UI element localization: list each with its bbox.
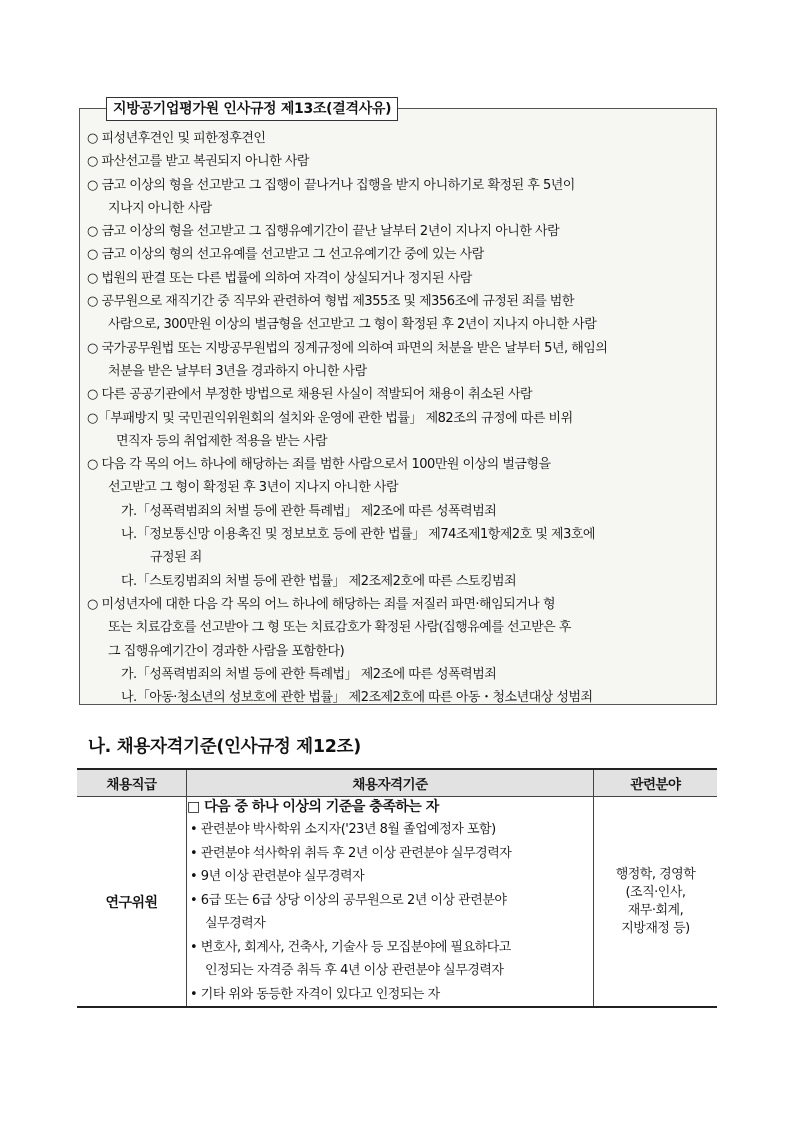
list-item-continuation: 지나지 아니한 사람 [108,200,212,216]
list-item: ○ 공무원으로 재직기간 중 직무와 관련하여 형법 제355조 및 제356조에 규정된 죄를 범한 [87,294,574,310]
list-item: ○ 금고 이상의 형을 선고받고 그 집행유예기간이 끝난 날부터 2년이 지나지 아니한 사람 [87,224,560,240]
list-item: ○ 피성년후견인 및 피한정후견인 [87,131,266,146]
header-position: 채용직급 [77,769,187,797]
list-item: ○ 금고 이상의 형의 선고유예를 선고받고 그 선고유예기간 중에 있는 사람 [87,247,484,263]
cell-position: 연구위원 [77,797,187,1008]
list-item-continuation: 처분을 받은 날부터 3년을 경과하지 아니한 사람 [108,363,367,379]
criteria-item-continuation: 인정되는 자격증 취득 후 4년 이상 관련분야 실무경력자 [205,963,504,978]
list-item-continuation: 또는 치료감호를 선고받아 그 형 또는 치료감호가 확정된 사람(집행유예를 선고받은 후 [108,620,571,636]
box-title: 지방공기업평가원 인사규정 제13조(결격사유) [106,97,398,121]
list-item: ○「부패방지 및 국민권익위원회의 설치와 운영에 관한 법률」 제82조의 규정에 따른 비위 [87,410,573,426]
qualification-table [77,768,717,1008]
cell-related [594,797,718,1008]
header-related: 관련분야 [594,769,718,797]
list-item-continuation: 선고받고 그 형이 확정된 후 3년이 지나지 아니한 사람 [108,480,399,496]
list-item: ○ 다른 공공기관에서 부정한 방법으로 채용된 사실이 적발되어 채용이 취소된 사람 [87,387,533,403]
list-item-continuation: 그 집행유예기간이 경과한 사람을 포함한다) [108,643,345,659]
sub-item: 가.「성폭력범죄의 처벌 등에 관한 특례법」 제2조에 따른 성폭력범죄 [121,666,497,682]
header-criteria: 채용자격기준 [187,769,594,797]
related-field-line: 행정학, 경영학 [615,866,696,882]
list-item: ○ 국가공무원법 또는 지방공무원법의 징계규정에 의하여 파면의 처분을 받은 날부터 5년, 해임의 [87,340,608,356]
disqualification-list [87,127,711,709]
sub-item: 나.「정보통신망 이용촉진 및 정보보호 등에 관한 법률」 제74조제1항제2호 및 제3호에 [121,527,595,543]
list-item: ○ 파산선고를 받고 복권되지 아니한 사람 [87,154,309,170]
sub-item: 나.「아동·청소년의 성보호에 관한 법률」 제2조제2호에 따른 아동・청소년대상 성범죄 [121,690,593,706]
criteria-item: • 관련분야 박사학위 소지자('23년 8월 졸업예정자 포함) [190,822,496,837]
list-item: ○ 금고 이상의 형을 선고받고 그 집행이 끝나거나 집행을 받지 아니하기로 확정된 후 5년이 [87,177,575,193]
related-field-line: 재무·회계, [627,902,684,918]
list-item: ○ 미성년자에 대한 다음 각 목의 어느 하나에 해당하는 죄를 저질러 파면·해임되거나 형 [87,596,556,612]
table-row [77,797,717,1008]
criteria-item: • 관련분야 석사학위 취득 후 2년 이상 관련분야 실무경력자 [190,845,512,861]
table-header-row [77,769,717,797]
criteria-item-continuation: 실무경력자 [205,916,266,931]
sub-item: 가.「성폭력범죄의 처벌 등에 관한 특례법」 제2조에 따른 성폭력범죄 [121,503,497,519]
criteria-heading: □ 다음 중 하나 이상의 기준을 충족하는 자 [187,799,439,815]
sub-item: 규정된 죄 [150,550,202,566]
criteria-list [187,818,593,1006]
list-item: ○ 다음 각 목의 어느 하나에 해당하는 죄를 범한 사람으로서 100만원 이상의 벌금형을 [87,457,551,473]
criteria-item: • 6급 또는 6급 상당 이상의 공무원으로 2년 이상 관련분야 [190,892,507,908]
list-item: ○ 법원의 판결 또는 다른 법률에 의하여 자격이 상실되거나 정지된 사람 [87,270,472,286]
list-item-continuation: 면직자 등의 취업제한 적용을 받는 사람 [116,433,328,449]
criteria-item: • 9년 이상 관련분야 실무경력자 [190,869,365,884]
list-item-continuation: 사람으로, 300만원 이상의 벌금형을 선고받고 그 형이 확정된 후 2년이 지나지 아니한 사람 [108,317,597,333]
related-field-line: 지방재정 등) [621,920,690,936]
cell-criteria [187,797,594,1008]
sub-item: 다.「스토킹범죄의 처벌 등에 관한 법률」 제2조제2호에 따른 스토킹범죄 [121,573,517,589]
criteria-item: • 기타 위와 동등한 자격이 있다고 인정되는 자 [190,986,440,1002]
criteria-item: • 변호사, 회계사, 건축사, 기술사 등 모집분야에 필요하다고 [190,939,511,955]
section-title: 나. 채용자격기준(인사규정 제12조) [88,737,361,757]
related-field-line: (조직·인사, [625,884,686,900]
